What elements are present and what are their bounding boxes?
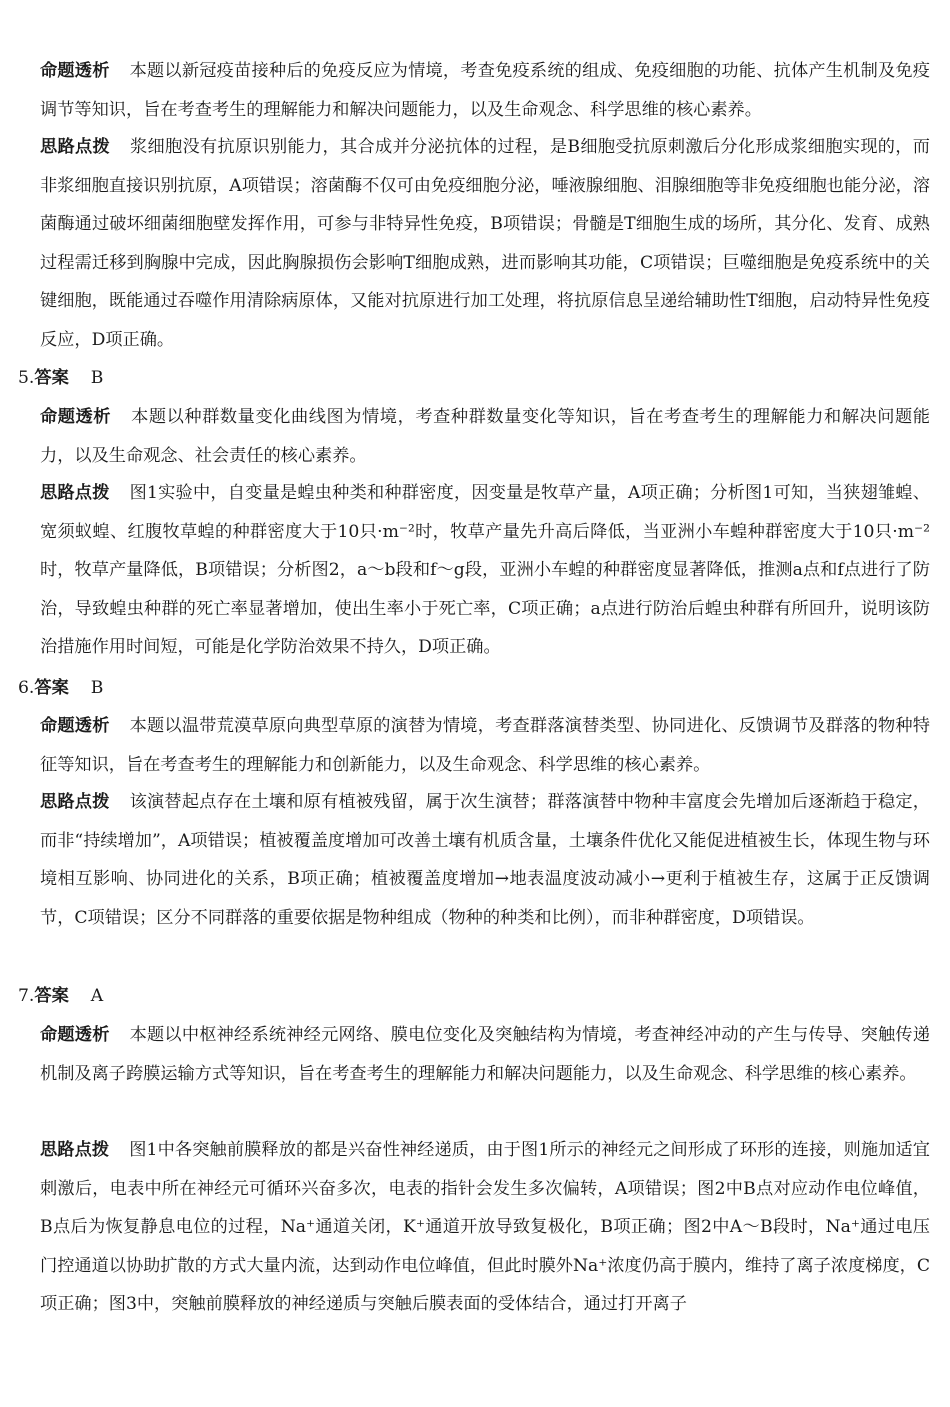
hint-label: 思路点拨 (40, 137, 110, 157)
hint-text: 浆细胞没有抗原识别能力，其合成并分泌抗体的过程，是B细胞受抗原刺激后分化形成浆细胞实现的，而非浆细胞直接识别抗原，A项错误；溶菌酶不仅可由免疫细胞分泌，唾液腺细胞、泪腺细胞等非免疫细胞也能分泌，溶菌酶通过破坏细菌细胞壁发挥作用，可参与非特异性免疫，B项错误；骨髓是T细胞生成的场所，其分化、发育、成熟过程需迁移到胸腺中完成，因此胸腺损伤会影响T细胞成熟，进而影响其功能，C项错误；巨噬细胞是免疫系统中的关键细胞，既能通过吞噬作用清除病原体，又能对抗原进行加工处理，将抗原信息呈递给辅助性T细胞，启动特异性免疫反应，D项正确。 (40, 137, 930, 350)
answer-label: 答案 (34, 986, 69, 1006)
q4-analysis-paragraph (40, 52, 930, 129)
q5-analysis-paragraph (40, 398, 930, 475)
q5-hint-paragraph (40, 474, 930, 667)
q6-hint-paragraph (40, 783, 930, 937)
answer-label: 答案 (34, 368, 69, 388)
analysis-text: 本题以温带荒漠草原向典型草原的演替为情境，考查群落演替类型、协同进化、反馈调节及群落的物种特征等知识，旨在考查考生的理解能力和创新能力，以及生命观念、科学思维的核心素养。 (40, 716, 930, 775)
analysis-text: 本题以中枢神经系统神经元网络、膜电位变化及突触结构为情境，考查神经冲动的产生与传导、突触传递机制及离子跨膜运输方式等知识，旨在考查考生的理解能力和解决问题能力，以及生命观念、科学思维的核心素养。 (40, 1025, 930, 1084)
q6-answer-row (18, 676, 103, 700)
q6-analysis-paragraph (40, 707, 930, 784)
answer-label: 答案 (34, 678, 69, 698)
answer-value: B (90, 368, 104, 388)
q7-hint-paragraph (40, 1131, 930, 1324)
q7-analysis-paragraph (40, 1016, 930, 1093)
hint-text: 图1中各突触前膜释放的都是兴奋性神经递质，由于图1所示的神经元之间形成了环形的连接，则施加适宜刺激后，电表中所在神经元可循环兴奋多次，电表的指针会发生多次偏转，A项错误；图2中B点对应动作电位峰值，B点后为恢复静息电位的过程，Na⁺通道关闭，K⁺通道开放导致复极化，B项正确；图2中A～B段时，Na⁺通过电压门控通道以协助扩散的方式大量内流，达到动作电位峰值，但此时膜外Na⁺浓度仍高于膜内，维持了离子浓度梯度，C项正确；图3中，突触前膜释放的神经递质与突触后膜表面的受体结合，通过打开离子 (40, 1140, 930, 1314)
analysis-label: 命题透析 (40, 1025, 110, 1045)
q7-answer-row (18, 984, 103, 1008)
analysis-text: 本题以新冠疫苗接种后的免疫反应为情境，考查免疫系统的组成、免疫细胞的功能、抗体产生机制及免疫调节等知识，旨在考查考生的理解能力和解决问题能力，以及生命观念、科学思维的核心素养。 (40, 61, 930, 120)
question-number: 5. (18, 368, 35, 388)
analysis-label: 命题透析 (40, 716, 110, 736)
question-number: 7. (18, 986, 35, 1006)
q5-answer-row (18, 366, 103, 390)
analysis-label: 命题透析 (40, 407, 112, 427)
hint-text: 该演替起点存在土壤和原有植被残留，属于次生演替；群落演替中物种丰富度会先增加后逐渐趋于稳定，而非“持续增加”，A项错误；植被覆盖度增加可改善土壤有机质含量，土壤条件优化又能促进植被生长，体现生物与环境相互影响、协同进化的关系，B项正确；植被覆盖度增加→地表温度波动减小→更利于植被生存，这属于正反馈调节，C项错误；区分不同群落的重要依据是物种组成（物种的种类和比例），而非种群密度，D项错误。 (40, 792, 930, 928)
analysis-text: 本题以种群数量变化曲线图为情境，考查种群数量变化等知识，旨在考查考生的理解能力和解决问题能力，以及生命观念、社会责任的核心素养。 (40, 407, 930, 466)
page-bottom-margin (0, 1322, 950, 1407)
question-number: 6. (18, 678, 35, 698)
analysis-label: 命题透析 (40, 61, 110, 81)
hint-label: 思路点拨 (40, 1140, 110, 1160)
hint-text: 图1实验中，自变量是蝗虫种类和种群密度，因变量是牧草产量，A项正确；分析图1可知，当狭翅雏蝗、宽须蚁蝗、红腹牧草蝗的种群密度大于10只·m⁻²时，牧草产量先升高后降低，当亚洲小车蝗种群密度大于10只·m⁻²时，牧草产量降低，B项错误；分析图2，a～b段和f～g段，亚洲小车蝗的种群密度显著降低，推测a点和f点进行了防治，导致蝗虫种群的死亡率显著增加，使出生率小于死亡率，C项正确；a点进行防治后蝗虫种群有所回升，说明该防治措施作用时间短，可能是化学防治效果不持久，D项正确。 (40, 483, 930, 657)
answer-value: B (90, 678, 104, 698)
hint-label: 思路点拨 (40, 483, 110, 503)
hint-label: 思路点拨 (40, 792, 110, 812)
answer-value: A (90, 986, 104, 1006)
q4-hint-paragraph (40, 128, 930, 359)
